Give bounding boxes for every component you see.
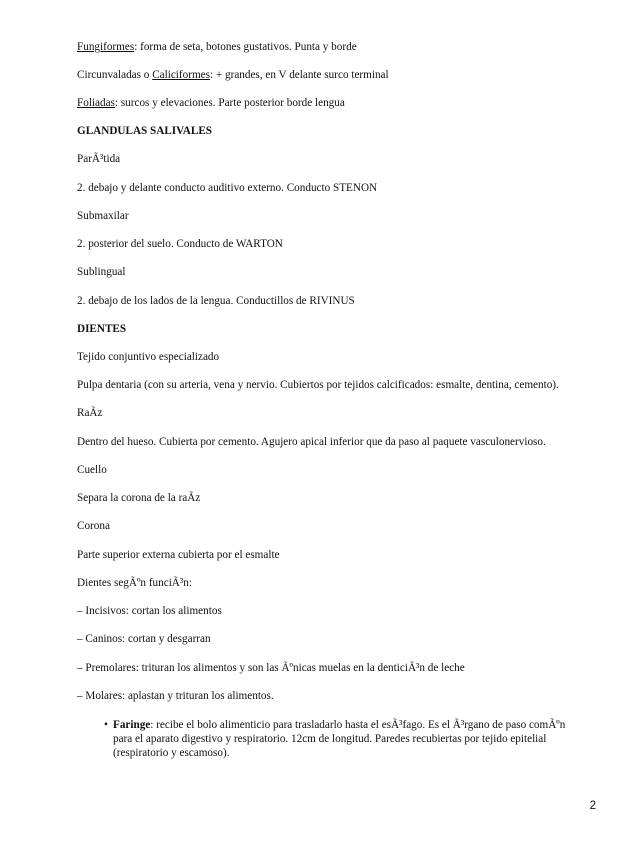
term: Fungiformes — [77, 41, 135, 53]
line-fungiformes — [77, 40, 357, 54]
paragraph: 2. posterior del suelo. Conducto de WARTON — [77, 238, 283, 250]
paragraph: Cuello — [77, 464, 107, 476]
term: Foliadas — [77, 97, 115, 109]
list-item: – Molares: aplastan y trituran los alimentos. — [77, 690, 274, 702]
paragraph: Pulpa dentaria (con su arteria, vena y nervio. Cubiertos por tejidos calcificados: esmalte, dentina, cemento). — [77, 379, 559, 391]
page-number: 2 — [589, 800, 596, 812]
text: Circunvaladas o — [77, 69, 153, 81]
term: Faringe — [113, 719, 151, 731]
paragraph: Parte superior externa cubierta por el esmalte — [77, 549, 280, 561]
text: : recibe el bolo alimenticio para trasladarlo hasta el esÃ³fago. Es el Ã³rgano de paso comÃºn para el aparato digestivo y respiratorio. 12cm de longitud. Paredes recubiertas por tejido epitelial (respiratorio y escamoso). — [113, 719, 566, 759]
bullet-faringe — [104, 718, 583, 760]
bullet-dot-icon: • — [104, 719, 108, 731]
paragraph: Dentro del hueso. Cubierta por cemento. Agujero apical inferior que da paso al paquete vasculonervioso. — [77, 436, 546, 448]
line-foliadas — [77, 96, 345, 110]
list-item: – Premolares: trituran los alimentos y son las Ãºnicas muelas en la denticiÃ³n de leche — [77, 662, 465, 674]
paragraph: RaÃz — [77, 407, 103, 419]
list-item: – Caninos: cortan y desgarran — [77, 633, 211, 645]
paragraph: Separa la corona de la raÃz — [77, 492, 201, 504]
paragraph: Sublingual — [77, 266, 126, 278]
paragraph: ParÃ³tida — [77, 153, 121, 165]
heading-glandulas: GLANDULAS SALIVALES — [77, 125, 213, 137]
line-circunvaladas — [77, 68, 389, 82]
text: : surcos y elevaciones. Parte posterior borde lengua — [114, 97, 345, 109]
paragraph: Dientes segÃºn funciÃ³n: — [77, 577, 192, 589]
text: : + grandes, en V delante surco terminal — [209, 69, 389, 81]
list-item: – Incisivos: cortan los alimentos — [77, 605, 222, 617]
paragraph: Submaxilar — [77, 210, 129, 222]
paragraph: 2. debajo de los lados de la lengua. Conductillos de RIVINUS — [77, 295, 355, 307]
paragraph: 2. debajo y delante conducto auditivo externo. Conducto STENON — [77, 182, 378, 194]
paragraph: Corona — [77, 520, 110, 532]
heading-dientes: DIENTES — [77, 323, 127, 335]
term: Caliciformes — [152, 69, 210, 81]
text: : forma de seta, botones gustativos. Punta y borde — [134, 41, 357, 53]
paragraph: Tejido conjuntivo especializado — [77, 351, 220, 363]
